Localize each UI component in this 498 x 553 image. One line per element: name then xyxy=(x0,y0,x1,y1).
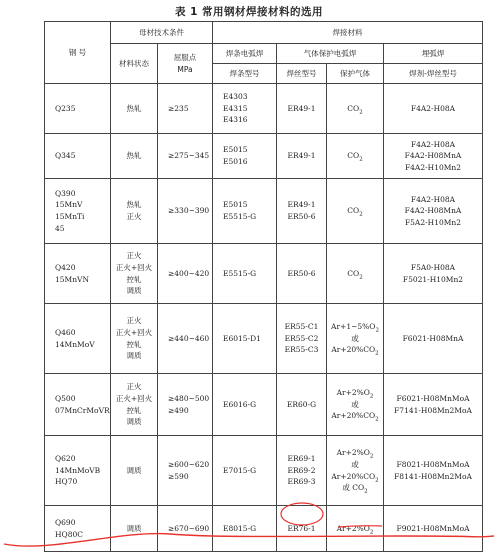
wire-line: ER69-2 xyxy=(287,465,316,475)
wire-line: ER55-C3 xyxy=(284,345,319,355)
electrode-line: E4315 xyxy=(223,103,248,113)
gas-subscript: 2 xyxy=(369,453,374,460)
cell-wire xyxy=(277,374,327,436)
state-line: 调质 xyxy=(126,351,142,361)
grade-line: 14MnMoV xyxy=(55,339,95,349)
yield-line: ≥440~460 xyxy=(168,333,210,343)
header-base-conditions: 母材技术条件 xyxy=(111,22,213,44)
table-row xyxy=(45,84,483,134)
cell-yield xyxy=(158,506,213,552)
wire-line: ER49-1 xyxy=(287,103,316,113)
gas-text: Ar+20%CO xyxy=(331,471,376,481)
cell-gas xyxy=(327,244,384,304)
cell-state xyxy=(111,374,158,436)
grade-line: HQ80C xyxy=(55,529,83,539)
cell-yield xyxy=(158,244,213,304)
state-line: 调质 xyxy=(126,286,142,296)
header-flux-wire-grade: 焊剂-焊丝型号 xyxy=(384,64,483,84)
flux-line: F4A2-H08A xyxy=(410,139,456,149)
cell-flux xyxy=(384,436,483,506)
grade-line: 14MnMoVB xyxy=(55,465,101,475)
state-line: 正火+回火 xyxy=(115,262,153,272)
state-line: 控轧 xyxy=(126,274,142,284)
gas-line xyxy=(327,321,383,333)
cell-grade xyxy=(45,134,111,179)
cell-flux xyxy=(384,179,483,244)
table-body xyxy=(45,84,483,552)
table-row xyxy=(45,304,483,374)
flux-line: F4A2-H08MnA xyxy=(404,151,462,161)
state-line: 控轧 xyxy=(126,405,142,415)
wire-line: ER55-C2 xyxy=(284,333,319,343)
gas-line xyxy=(327,268,383,280)
gas-text: 或 CO xyxy=(342,483,365,493)
cell-flux xyxy=(384,304,483,374)
gas-line xyxy=(327,103,383,115)
grade-line: Q690 xyxy=(55,517,76,527)
gas-subscript: 2 xyxy=(369,393,374,400)
gas-text: CO xyxy=(347,103,360,113)
gas-text: Ar+1~5%O xyxy=(331,322,376,332)
cell-state xyxy=(111,304,158,374)
state-line: 控轧 xyxy=(126,339,142,349)
state-line: 调质 xyxy=(126,523,142,533)
header-yield-unit: MPa xyxy=(177,64,193,74)
cell-electrode xyxy=(213,374,277,436)
gas-text: Ar+2%O xyxy=(336,388,370,398)
cell-wire xyxy=(277,84,327,134)
cell-grade xyxy=(45,84,111,134)
yield-line: ≥235 xyxy=(168,103,189,113)
cell-gas xyxy=(327,134,384,179)
table-row xyxy=(45,374,483,436)
header-electrode-grade: 焊条型号 xyxy=(213,64,277,84)
wire-line: ER69-3 xyxy=(287,477,316,487)
gas-line xyxy=(327,482,383,494)
gas-line xyxy=(327,205,383,217)
cell-state xyxy=(111,506,158,552)
table-row xyxy=(45,506,483,552)
flux-line: F5A0-H08A xyxy=(410,262,456,272)
wire-line: ER60-G xyxy=(286,399,317,409)
yield-line: ≥490 xyxy=(168,405,189,415)
electrode-line: E4316 xyxy=(223,115,248,125)
gas-text: CO xyxy=(347,268,360,278)
cell-grade xyxy=(45,304,111,374)
gas-subscript: 2 xyxy=(375,416,379,423)
state-line: 热轧 xyxy=(126,200,142,210)
flux-line: F5A2-H10Mn2 xyxy=(404,217,462,227)
flux-line: F5021-H10Mn2 xyxy=(402,274,464,284)
grade-line: Q345 xyxy=(55,151,76,161)
cell-electrode xyxy=(213,304,277,374)
state-line: 热轧 xyxy=(126,151,142,161)
gas-text: Ar+2%O xyxy=(336,448,370,458)
gas-text: CO xyxy=(347,151,360,161)
gas-subscript: 2 xyxy=(359,211,363,218)
electrode-line: E5515-G xyxy=(223,212,257,221)
flux-line: F4A2-H10Mn2 xyxy=(404,162,462,172)
cell-electrode xyxy=(213,506,277,552)
gas-text: Ar+20%CO xyxy=(331,345,376,355)
gas-subscript: 2 xyxy=(375,327,379,334)
electrode-line: E4303 xyxy=(223,92,248,102)
cell-grade xyxy=(45,244,111,304)
grade-line: 15MnVN xyxy=(55,274,90,284)
cell-wire xyxy=(277,134,327,179)
cell-state xyxy=(111,436,158,506)
welding-materials-table xyxy=(44,21,483,552)
yield-line: ≥590 xyxy=(168,471,189,481)
cell-flux xyxy=(384,84,483,134)
grade-line: Q500 xyxy=(55,393,76,403)
grade-line: Q420 xyxy=(55,262,76,272)
grade-line: 15MnTi xyxy=(55,212,85,221)
electrode-line: E7015-G xyxy=(223,465,257,475)
wire-line: ER69-1 xyxy=(287,454,316,464)
state-line: 正火+回火 xyxy=(115,327,153,337)
cell-electrode xyxy=(213,244,277,304)
cell-flux xyxy=(384,506,483,552)
electrode-line: E5515-G xyxy=(223,268,257,278)
grade-line: 45 xyxy=(55,223,65,233)
gas-line xyxy=(327,459,383,471)
gas-subscript: 2 xyxy=(375,477,379,483)
gas-subscript: 2 xyxy=(359,156,363,163)
flux-line: F4A2-H08A xyxy=(410,194,456,204)
gas-subscript: 2 xyxy=(369,529,374,536)
state-line: 正火 xyxy=(126,212,142,221)
electrode-line: E8015-G xyxy=(223,523,257,533)
table-row xyxy=(45,436,483,506)
cell-yield xyxy=(158,84,213,134)
state-line: 正火 xyxy=(126,251,142,261)
header-shield-gas: 保护气体 xyxy=(327,64,384,84)
cell-gas xyxy=(327,304,384,374)
gas-text: 或 xyxy=(351,333,359,343)
yield-line: ≥670~690 xyxy=(168,523,210,533)
header-yield-point xyxy=(158,44,213,84)
cell-electrode xyxy=(213,436,277,506)
gas-line xyxy=(327,344,383,356)
flux-line: F8021-H08MnMoA xyxy=(396,459,470,469)
header-saw: 埋弧焊 xyxy=(384,44,483,64)
cell-flux xyxy=(384,134,483,179)
state-line: 正火+回火 xyxy=(115,393,153,403)
yield-line: ≥275~345 xyxy=(168,151,210,161)
wire-line: ER50-6 xyxy=(287,268,316,278)
cell-gas xyxy=(327,374,384,436)
cell-state xyxy=(111,244,158,304)
cell-flux xyxy=(384,374,483,436)
cell-state xyxy=(111,84,158,134)
table-row xyxy=(45,134,483,179)
grade-line: HQ70 xyxy=(55,477,78,487)
wire-line: ER50-6 xyxy=(287,212,316,221)
header-gmaw: 气体保护电弧焊 xyxy=(277,44,384,64)
flux-line: F7141-H08Mn2MoA xyxy=(394,405,472,415)
cell-gas xyxy=(327,179,384,244)
gas-text: 或 xyxy=(351,399,359,409)
gas-line xyxy=(327,150,383,162)
yield-line: ≥400~420 xyxy=(168,268,210,278)
header-smaw: 焊条电弧焊 xyxy=(213,44,277,64)
header-row-2 xyxy=(45,44,483,64)
electrode-line: E6015-D1 xyxy=(223,333,261,343)
cell-electrode xyxy=(213,84,277,134)
cell-yield xyxy=(158,304,213,374)
header-welding-materials: 焊接材料 xyxy=(213,22,483,44)
table-title: 表 1 常用钢材焊接材料的选用 xyxy=(174,6,324,18)
electrode-line: E5016 xyxy=(223,157,248,166)
grade-line: Q460 xyxy=(55,327,76,337)
wire-line: ER49-1 xyxy=(287,151,316,161)
cell-wire xyxy=(277,179,327,244)
cell-wire xyxy=(277,304,327,374)
state-line: 正火 xyxy=(126,316,142,326)
yield-line: ≥480~500 xyxy=(168,393,210,403)
grade-line: Q390 xyxy=(55,188,76,198)
header-yield-line: 屈服点 xyxy=(173,52,197,62)
cell-grade xyxy=(45,179,111,244)
wire-line: ER55-C1 xyxy=(284,322,319,332)
cell-grade xyxy=(45,436,111,506)
gas-text: CO xyxy=(347,206,360,216)
gas-subscript: 2 xyxy=(364,488,368,495)
gas-subscript: 2 xyxy=(359,109,363,116)
cell-electrode xyxy=(213,179,277,244)
cell-gas xyxy=(327,506,384,552)
header-row-1 xyxy=(45,22,483,44)
gas-text: Ar+20%CO xyxy=(331,411,376,421)
gas-subscript: 2 xyxy=(375,350,379,357)
wire-line: ER49-1 xyxy=(287,200,316,210)
electrode-line: E5015 xyxy=(223,145,248,155)
gas-text: 或 xyxy=(351,459,359,469)
gas-line xyxy=(327,399,383,411)
cell-wire xyxy=(277,436,327,506)
state-line: 热轧 xyxy=(126,103,142,113)
gas-line xyxy=(327,471,383,483)
cell-yield xyxy=(158,436,213,506)
cell-wire xyxy=(277,506,327,552)
wire-line: ER76-1 xyxy=(287,523,316,533)
flux-line: F9021-H08MnMoA xyxy=(396,523,470,533)
cell-state xyxy=(111,134,158,179)
flux-line: F6021-H08MnA xyxy=(402,333,464,343)
header-material-state: 材料状态 xyxy=(111,44,158,84)
gas-line xyxy=(327,447,383,459)
flux-line: F4A2-H08A xyxy=(410,103,456,113)
gas-line xyxy=(327,333,383,345)
cell-electrode xyxy=(213,134,277,179)
cell-state xyxy=(111,179,158,244)
yield-line: ≥330~390 xyxy=(168,206,210,216)
cell-yield xyxy=(158,179,213,244)
grade-line: 15MnV xyxy=(55,200,83,210)
header-steel-grade: 钢 号 xyxy=(45,22,111,84)
cell-gas xyxy=(327,436,384,506)
cell-yield xyxy=(158,134,213,179)
gas-line xyxy=(327,410,383,422)
electrode-line: E5015 xyxy=(223,200,248,210)
yield-line: ≥600~620 xyxy=(168,459,210,469)
state-line: 调质 xyxy=(126,417,142,427)
state-line: 调质 xyxy=(126,465,142,475)
gas-subscript: 2 xyxy=(359,274,363,281)
cell-flux xyxy=(384,244,483,304)
gas-line xyxy=(327,387,383,399)
gas-line xyxy=(327,523,383,535)
state-line: 正火 xyxy=(126,382,142,392)
cell-grade xyxy=(45,506,111,552)
cell-grade xyxy=(45,374,111,436)
table-row xyxy=(45,244,483,304)
table-row xyxy=(45,179,483,244)
cell-wire xyxy=(277,244,327,304)
electrode-line: E6016-G xyxy=(223,399,257,409)
flux-line: F8141-H08Mn2MoA xyxy=(394,471,472,481)
flux-line: F4A2-H08MnA xyxy=(404,206,462,216)
header-wire-grade: 焊丝型号 xyxy=(277,64,327,84)
grade-line: 07MnCrMoVR xyxy=(55,405,110,415)
gas-text: Ar+2%O xyxy=(336,523,370,533)
cell-yield xyxy=(158,374,213,436)
grade-line: Q235 xyxy=(55,103,76,113)
flux-line: F6021-H08MnMoA xyxy=(396,393,470,403)
cell-gas xyxy=(327,84,384,134)
grade-line: Q620 xyxy=(55,454,76,464)
